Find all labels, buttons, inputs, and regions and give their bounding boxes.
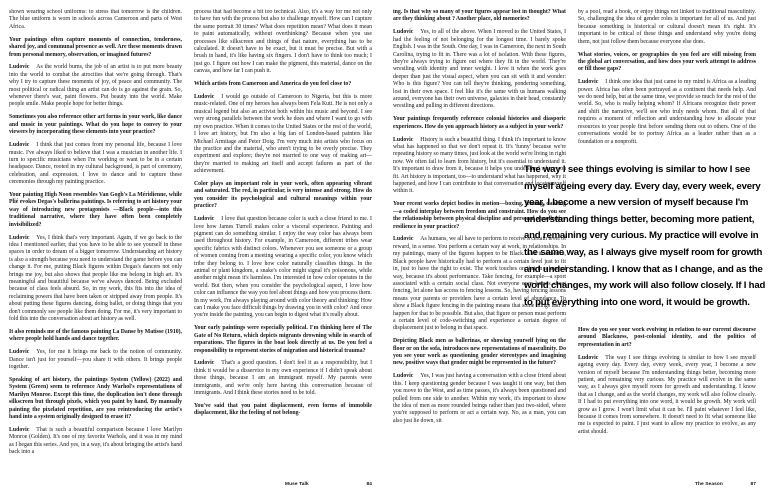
footer-page-number-right: 87 <box>750 482 756 487</box>
speaker-label: Ludovic <box>194 360 215 367</box>
interview-answer: Ludovic Yes, I was just having a conversation with a close friend about this. I keep questioning gender because I was taught it one way, but then you move to the West, and as time passes, it's always been questioned and pulled from one side to another. Within my work, it's important to show the idea of men as more rounded beings rather than just two-sided, where you're supposed to perform or act a certain way. No, as a man, you can also just lie down, sit <box>393 373 566 424</box>
interview-question: Your early paintings were especially political. I'm thinking here of The Gate of No Return, which depicts migrants drowning while in search of reparations. The figures in the boat look directly at us. Do you feel a responsibility to represent stories of migration and historical trauma? <box>194 325 372 354</box>
interview-question: It also reminds me of the famous painting La Danse by Matisse (1910), where people hold hands and dance together. <box>9 328 182 343</box>
interview-answer: Ludovic Yes, for me it brings me back to the notion of community. Dance isn't just for yourself—you share it with others. It brings people together. <box>9 349 182 371</box>
interview-question: Speaking of art history, the paintings System (Yellow) (2022) and System (Green) seem to reference Andy Warhol's representations of Marilyn Monroe. Except this time, the duplication isn't done through silkscreen but through pixels, which you paint by hand. By manually painting the pixelated repetition, are you reintroducing the artist's hand into a system originally designed to erase it? <box>9 376 182 420</box>
interview-question: Depicting Black men as ballerinas, or showing yourself lying on the floor or on the sofa, introduces new representations of masculinity. Do you see your work as questioning gender stereotypes and imagining new, positive ways that gender might be represented in the future? <box>393 338 566 367</box>
left-page-column-1 <box>9 9 182 495</box>
right-page-column-2-top <box>578 9 756 159</box>
speaker-label: Ludovic <box>9 142 30 149</box>
narration-paragraph: by a pool, read a book, or enjoy things not linked to traditional masculinity. So, challenging the idea of gender roles is important for all of us. And just because something is historical or cultural doesn't mean it's right. It's important to be critical of these things and understand why you're doing them, not just follow them because everyone else does. <box>578 9 756 45</box>
interview-question: How do you see your work evolving in relation to our current discourse around Blackness, post-colonial identity, and the politics of representation in art? <box>578 327 756 348</box>
footer-page-number-left: 84 <box>366 482 372 487</box>
interview-answer: Ludovic The way I see things evolving is similar to how I see myself ageing every day. Every day, every week, every year, I become a new version of myself because I'm understanding things better, becoming more patient, and remaining very curious. My practice will evolve in the same way, as I always give myself room for growth and understanding. I know that as I change, and as the world changes, my work will also follow closely. If I had to put everything into one word, it would be growth. My work will grow as I grow. I won't limit what it can be. I'll paint whatever I feel like, because it comes from somewhere. It doesn't need to fit what someone like me is expected to paint. I just want to allow my practice to evolve, as any artist should. <box>578 354 756 435</box>
speaker-label: Ludovic <box>578 354 599 361</box>
interview-question: Sometimes you also reference other art forms in your work, like dance and music in your paintings. What do you hope to convey to your viewers by incorporating these elements into your practice? <box>9 114 182 136</box>
interview-answer: Ludovic That is such a beautiful comparison because I love Marilyn Monroe (Golden). It's one of my favorite Warhols, and it was in my mind as I began this series. And yes, in a way, it's about bringing the artist's hand back into a <box>9 426 182 456</box>
interview-answer: Ludovic I think one idea that just came to my mind is Africa as a leading power. Africa has often been portrayed as a continent that needs help. And we do need help, but at the same time, we provide so much for the rest of the world. So, who is really helping whom? If Africans recognize their power and shift the narrative, we'll see who truly needs whom. But all of that requires a moment of reflection and understanding how to allocate your resources to your people first before sending them out to others. One of the conversations would be to portray Africa as a leader rather than as a foundation or a nonprofit. <box>578 79 756 145</box>
interview-answer: Ludovic Yes, to all of the above. When I moved to the United States, I had the feeling of not belonging for the longest time. I barely spoke English. I was in the South. One day, I was in Cameroon, the next in South Carolina, trying to fit in. There was a lot of isolation. With these figures, they're always trying to figure out where they fit in the world. They're wrestling with identity and inner weight. I love it when the work goes deeper than just the visual aspect, when you can sit with it and wonder: Who is this figure? You can tell they're thinking, pondering something, lost in their own space. I feel like it's the same with us humans walking around, everyone has their own universe, galaxies in their head, constantly wrestling and pulling in different directions. <box>393 29 566 110</box>
left-page-column-2 <box>194 9 372 495</box>
interview-answer: Ludovic I think that just comes from my personal life, because I love music. I've always liked to believe that I was a musician in another life. I turn to specific musicians when I'm working or want to be in a certain headspace. Dance, rooted in my cultural background, is part of ceremony, celebration, and expression. I love to dance and to capture these ceremonies through my painting practice. <box>9 142 182 186</box>
speaker-label: Ludovic <box>9 64 30 71</box>
interview-question: Color plays an important role in your work, often appearing vibrant and saturated. The red, in particular, is very intense and strong. How do you consider its psychological and cultural meanings within your practice? <box>194 181 372 210</box>
interview-answer: Ludovic That's a good question. I don't feel it as a responsibility, but I think it would be a disservice to my own experience if I didn't speak about those things, because I am an immigrant myself. My parents were immigrants, and we're only here having this conversation because of immigrants. And I think these stories need to be told. <box>194 360 372 397</box>
interview-question: Your painting High Noon resembles Van Gogh's La Méridienne, while Plié evokes Degas's ballerina paintings. Is referring to art history your way of introducing new protagonists —Black people—into this traditional narrative, where they have often been completely invisibilized? <box>9 192 182 228</box>
interview-answer: Ludovic I love that question because color is such a close friend to me. I love how James Turrell makes color a visceral experience. Painting and pigment can do something similar. I enjoy the way color has always been used throughout history. For example, in Cameroon, different tribes wear specific fabrics with distinct colors. Whenever you see someone or a group of women coming from a meeting wearing a specific color, you know which tribe they belong to. I love how color naturally classifies things. In the animal or plant kingdom, a snake's color might signal it's poisonous, while another might mean it's harmless. I'm interested in how color operates in the world. But then, when you consider the psychological aspect, I love how color can influence the way you feel about things and how you process them. In my work, I'm always playing around with color theory and thinking: How can I make you face difficult things by drawing you in with color? And once you're inside the painting, you can begin to digest what it's really about. <box>194 216 372 319</box>
footer-section-label-right: The Season <box>695 482 723 487</box>
speaker-label: Ludovic <box>393 236 414 243</box>
interview-question: Your paintings frequently reference colonial histories and diasporic experiences. How do you approach history as a subject in your work? <box>393 116 566 130</box>
speaker-label: Ludovic <box>578 79 599 86</box>
speaker-label: Ludovic <box>393 373 414 380</box>
speaker-label: Ludovic <box>9 349 30 356</box>
interview-question: Which artists from Cameroon and America do you feel close to? <box>194 81 352 88</box>
narration-paragraph: process that had become a bit too technical. Also, it's a way for me not only to have fun with the process but also to challenge myself. How can I capture the same portrait 30 times? What does repetition mean? What does it mean to paint automatically, without overthinking? Because when you use processes like silkscreen and things of that nature, everything has to be calculated. It doesn't have to be exact, but it must be precise. But with a brush in hand, it's like having six fingers. I don't have to think too much; I just go. I figure out how I can make the pigment, this material, dance on the canvas, and how far I can push it. <box>194 9 372 75</box>
interview-question: ing. Is that why so many of your figures appear lost in thought? What are they thinking about ? Another place, old memories? <box>393 9 566 23</box>
speaker-label: Ludovic <box>194 94 215 101</box>
interview-question: Your paintings often capture moments of connection, tenderness, shared joy, and communal presence as well. Are these moments drawn from personal memory, observation, or imagined futures? <box>9 36 182 58</box>
speaker-label: Ludovic <box>9 426 30 433</box>
interview-answer: Ludovic As the world burns, the job of an artist is to put more beauty into the world to combat the atrocities that we're going through. That's why I try to capture these moments of joy, of peace and community. The most political or radical thing an artist can do is go against the grain. So, whenever there's war, paint flowers. Put beauty into the world. Make people smile. Make people hope for better things. <box>9 64 182 108</box>
interview-answer: Ludovic History is such a beautiful thing. I think it's important to know what has happened so that we don't repeat it. It's 'funny' because we're repeating history so many times, just look at the world we're living in right now. We often fail to learn from history, but it's essential to understand it. It's important to draw from it, because it helps you understand where you fit. Art history is important, too—to understand what has happened, why it happened, and how I can contribute to that conversation and locate myself within it. <box>393 136 566 195</box>
speaker-label: Ludovic <box>194 216 215 223</box>
speaker-label: Ludovic <box>393 136 414 143</box>
interview-question: You've said that you paint displacement, even forms of immobile displacement, like the feeling of not belong- <box>194 403 372 417</box>
interview-answer: Ludovic I would go outside of Cameroon to Nigeria, but this is more music-related. One of my heroes has always been Fela Kuti. He is not only a musical legend but also an activist both within his music and beyond. I see very strong parallels between the work he does and where I want to go with my own practice. When it comes to the United States or the rest of the world, I love art history, but I'm also a big fan of London-based painters like Michael Armitage and Peter Doig. I'm very much into artists who focus on the practice and the material, who aren't trying to be overly precise. They experiment and explore; they're not married to one way of making art—they're married to making art itself and accept failures as part of the achievement. <box>194 94 372 175</box>
interview-answer: Ludovic Yes, I think that's very important. Again, if we go back to the idea I mentioned earlier, that you have to be able to see yourself in these spaces in order to dream of a bigger tomorrow. Understanding art history is also a strength because you need to understand the game before you can change it. For me, putting Black figures within Degas's dancers not only brings me joy, but also shows that people like me belong in high art. It's meaningful and beautiful because we've always danced. Being excluded because of class feels absurd. So, in my work, this fits into the idea of reclaiming powers that have been taken or stripped away from people. It's about putting these figures dancing, doing ballet, or doing things that you don't commonly see people like them doing. For me, it's very important to fold this into the conversation about art history as well. <box>9 234 182 323</box>
footer-section-label-left: Muse Talk <box>285 482 309 487</box>
interview-answer: Ludovic As humans, we all have to perform to receive a certain level of reward, in a sense. You perform a certain way at work, in relationships. In my paintings, many of the figures happen to be Black. And in America, Black people have historically had to perform at a certain level just to fit in, just to have the right to exist. The work touches on that in a layered way, because it's about performance. Take fencing, for example—a sport associated with a certain social class. Not everyone even knows about fencing, let alone has access to fencing lessons. So, having fencing lessons means your parents or providers have a certain level of abundance. To show a Black figure fencing in the painting means that some things had to happen for that to be possible. But also, that figure or person must perform a certain level of code-switching and experience a certain degree of displacement just to belong in that space. <box>393 236 566 332</box>
narration-paragraph: shown wearing school uniforms: to stress that tomorrow is the children. The blue uniform is worn in schools across Cameroon and parts of West Africa. <box>9 9 182 30</box>
interview-question: What stories, voices, or geographies do you feel are still missing from the global art conversation, and how does your work attempt to address or fill those gaps? <box>578 51 756 73</box>
interview-question: Your recent works depict bodies in motion—boxing, fencing, dancing—a coded interplay between freedom and constraint. How do you see the relationship between physical discipline and personal or collective resilience in your practice? <box>393 201 566 230</box>
speaker-label: Ludovic <box>393 29 414 36</box>
right-page-column-2-bottom <box>578 327 756 495</box>
pull-quote: The way I see things evolving is similar to how I see myself ageing every day. Every day, every week, every year, I become a new version of myself because I'm understanding things better, becoming more patient, and remaining very curious. My practice will evolve in the same way, as I always give myself room for growth and understanding. I know that as I change, and as the world changes, my work will also follow closely. If I had to put everything into one word, it would be growth. <box>524 164 766 308</box>
speaker-label: Ludovic <box>9 234 30 241</box>
